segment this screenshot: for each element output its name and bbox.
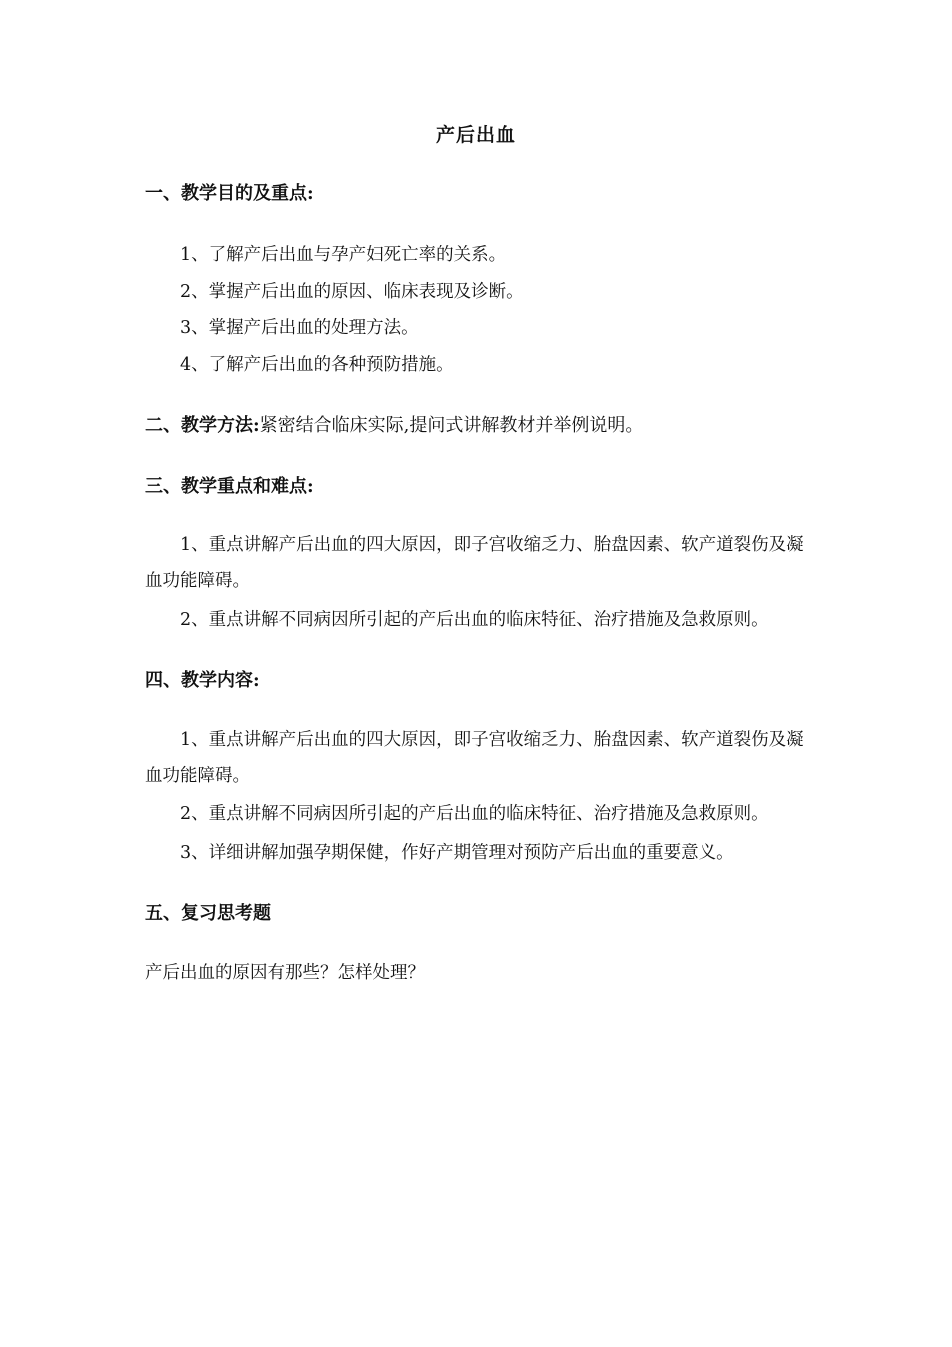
section-1-item-4: 4、了解产后出血的各种预防措施。 (180, 355, 454, 375)
section-2-heading-line (145, 413, 643, 439)
section-4-item-2: 2、重点讲解不同病因所引起的产后出血的临床特征、治疗措施及急救原则。 (180, 804, 769, 824)
section-2-text: 紧密结合临床实际,提问式讲解教材并举例说明。 (259, 415, 644, 436)
section-1-item-2: 2、掌握产后出血的原因、临床表现及诊断。 (180, 282, 524, 302)
section-1-heading: 一、教学目的及重点: (145, 183, 314, 204)
review-question: 产后出血的原因有那些？怎样处理？ (145, 963, 425, 983)
section-3-heading: 三、教学重点和难点: (145, 476, 314, 497)
section-1-item-3: 3、掌握产后出血的处理方法。 (180, 318, 419, 338)
document-title: 产后出血 (435, 124, 516, 146)
section-4-item-1: 1、重点讲解产后出血的四大原因，即子宫收缩乏力、胎盘因素、软产道裂伤及凝血功能障碍。 (145, 730, 804, 786)
section-5-heading: 五、复习思考题 (145, 903, 271, 924)
section-2-heading: 二、教学方法: (145, 415, 260, 436)
section-4-heading: 四、教学内容: (145, 670, 260, 691)
section-4-item-3: 3、详细讲解加强孕期保健，作好产期管理对预防产后出血的重要意义。 (180, 843, 734, 863)
section-1-item-1: 1、了解产后出血与孕产妇死亡率的关系。 (180, 245, 507, 265)
section-3-item-1: 1、重点讲解产后出血的四大原因，即子宫收缩乏力、胎盘因素、软产道裂伤及凝血功能障碍。 (145, 535, 804, 591)
section-3-item-2: 2、重点讲解不同病因所引起的产后出血的临床特征、治疗措施及急救原则。 (180, 610, 769, 630)
